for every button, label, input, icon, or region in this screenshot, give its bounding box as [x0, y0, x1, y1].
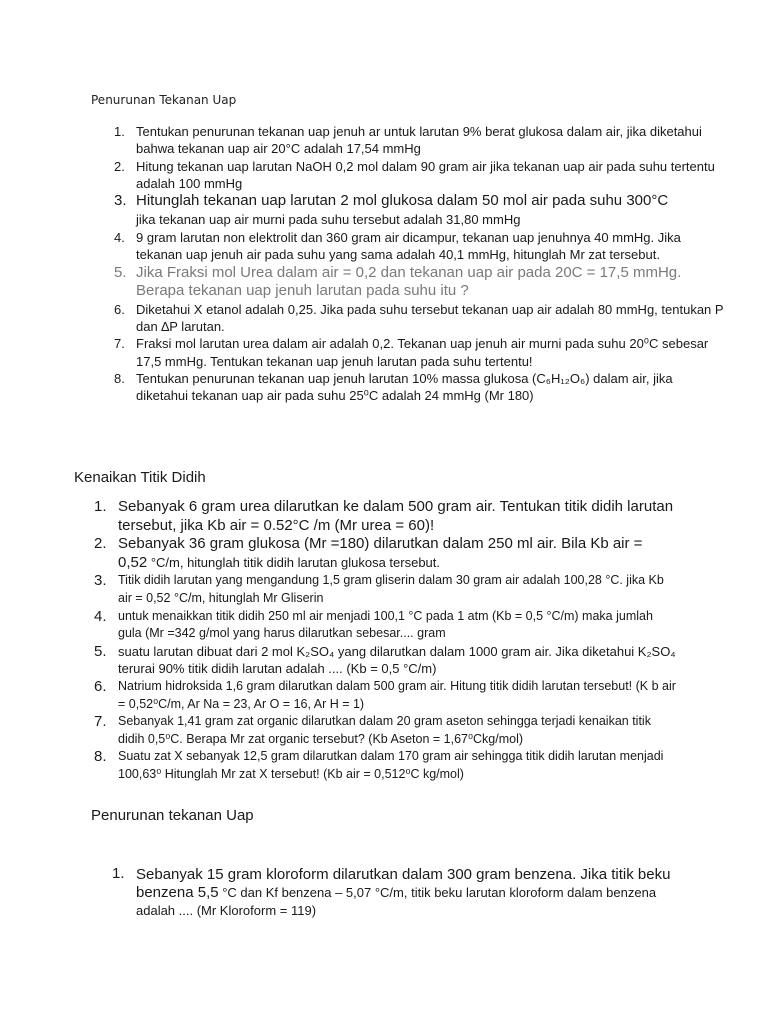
- item-number: 5.: [94, 642, 107, 660]
- item-text: Tentukan penurunan tekanan uap jenuh ar untuk larutan 9% berat glukosa dalam air, jika diketahui bahwa tekanan uap air 20°C adalah 17,54 mmHg: [136, 124, 702, 157]
- list-item: [114, 370, 726, 405]
- item-text-continuation: °C dan Kf benzena – 5,07 °C/m, titik beku larutan kloroform dalam benzena adalah .... (Mr Kloroform = 119): [136, 885, 657, 918]
- item-number: 1.: [114, 124, 125, 139]
- item-text: untuk menaikkan titik didih 250 ml air menjadi 100,1 °C pada 1 atm (Kb = 0,5 °C/m) maka jumlah gula (Mr =342 g/mol yang harus dilarutkan sebesar.... gram: [118, 608, 653, 641]
- list-item: [94, 748, 678, 783]
- list-item: [114, 192, 726, 229]
- item-text: Suatu zat X sebanyak 12,5 gram dilarutkan dalam 170 gram air sehingga titik didih larutan menjadi 100,63⁰ Hitunglah Mr zat X tersebut! (Kb air = 0,512⁰C kg/mol): [118, 749, 664, 781]
- section-heading-vapor-pressure: Penurunan Tekanan Uap: [91, 93, 237, 107]
- item-number: 7.: [114, 336, 125, 352]
- item-text: Tentukan penurunan tekanan uap jenuh larutan 10% massa glukosa (C₆H₁₂O₆) dalam air, jika diketahui tekanan uap air pada suhu 25⁰C adalah 24 mmHg (Mr 180): [136, 370, 673, 404]
- boiling-point-question-list: [94, 498, 678, 784]
- list-item: [94, 498, 678, 535]
- item-text: Sebanyak 36 gram glukosa (Mr =180) dilarutkan dalam 250 ml air. Bila Kb air =: [118, 535, 643, 553]
- item-number: 6.: [94, 677, 107, 695]
- item-text: suatu larutan dibuat dari 2 mol K₂SO₄ yang dilarutkan dalam 1000 gram air. Jika diketahui K₂SO₄ terurai 90% titik didih larutan adalah .... (Kb = 0,5 °C/m): [118, 643, 676, 677]
- list-item: [94, 572, 678, 607]
- list-item: [114, 301, 726, 336]
- item-text: Natrium hidroksida 1,6 gram dilarutkan dalam 500 gram air. Hitung titik didih larutan tersebut! (K b air = 0,52⁰C/m, Ar Na = 23, Ar O = 16, Ar H = 1): [118, 678, 676, 711]
- item-number: 8.: [114, 370, 125, 386]
- item-text: Sebanyak 15 gram kloroform dilarutkan dalam 300 gram benzena. Jika titik beku: [136, 866, 671, 883]
- section-heading-vapor-pressure-2: Penurunan tekanan Uap: [91, 807, 254, 824]
- list-item: [114, 123, 726, 158]
- item-text-value: 0,52: [118, 553, 148, 571]
- item-number: 5.: [114, 263, 127, 281]
- item-number: 1.: [112, 865, 125, 882]
- item-number: 1.: [94, 498, 107, 515]
- item-number: 4.: [94, 607, 107, 625]
- item-text: Sebanyak 6 gram urea dilarutkan ke dalam 500 gram air. Tentukan titik didih larutan tersebut, jika Kb air = 0.52°C /m (Mr urea = 60)!: [118, 498, 674, 534]
- list-item: [94, 535, 678, 572]
- item-number: 8.: [94, 748, 107, 766]
- item-text: Titik didih larutan yang mengandung 1,5 gram gliserin dalam 30 gram air adalah 100,28 °C. jika Kb air = 0,52 °C/m, hitunglah Mr Gliserin: [118, 573, 664, 605]
- item-text: 9 gram larutan non elektrolit dan 360 gram air dicampur, tekanan uap jenuhnya 40 mmHg. Jika tekanan uap jenuh air pada suhu yang sama adalah 40,1 mmHg, hitunglah Mr zat tersebut.: [136, 230, 681, 263]
- item-number: 3.: [94, 572, 107, 590]
- list-item: [94, 607, 678, 643]
- list-item: [114, 335, 726, 370]
- item-text-continuation: jika tekanan uap air murni pada suhu tersebut adalah 31,80 mmHg: [136, 211, 521, 227]
- item-number: 7.: [94, 713, 107, 731]
- freezing-point-question-list: [112, 865, 696, 919]
- list-item: [112, 865, 696, 919]
- list-item: [94, 713, 678, 748]
- item-number: 2.: [94, 535, 107, 553]
- list-item: [94, 677, 678, 713]
- item-text: Jika Fraksi mol Urea dalam air = 0,2 dan tekanan uap air pada 20C = 17,5 mmHg. Berapa tekanan uap jenuh larutan pada suhu itu ?: [136, 263, 682, 300]
- item-text-continuation: °C/m, hitunglah titik didih larutan glukosa tersebut.: [147, 554, 441, 570]
- item-number: 6.: [114, 301, 125, 317]
- item-text: Hitunglah tekanan uap larutan 2 mol glukosa dalam 50 mol air pada suhu 300°C: [136, 192, 669, 210]
- item-number: 2.: [114, 158, 125, 174]
- list-item: [114, 158, 726, 193]
- list-item: [94, 642, 678, 678]
- item-text: Fraksi mol larutan urea dalam air adalah 0,2. Tekanan uap jenuh air murni pada suhu 20⁰C sebesar 17,5 mmHg. Tentukan tekanan uap jenuh larutan pada suhu tertentu!: [136, 336, 709, 369]
- section-heading-boiling-point: Kenaikan Titik Didih: [74, 469, 206, 486]
- vapor-pressure-question-list: [114, 123, 726, 405]
- item-text: Diketahui X etanol adalah 0,25. Jika pada suhu tersebut tekanan uap air adalah 80 mmHg, tentukan P dan ∆P larutan.: [136, 301, 724, 335]
- item-text: Sebanyak 1,41 gram zat organic dilarutkan dalam 20 gram aseton sehingga terjadi kenaikan titik didih 0,5⁰C. Berapa Mr zat organic tersebut? (Kb Aseton = 1,67⁰Ckg/mol): [118, 714, 651, 746]
- item-number: 4.: [114, 230, 125, 246]
- list-item: [114, 229, 726, 264]
- item-text-value: benzena 5,5: [136, 884, 219, 901]
- list-item: [114, 263, 726, 301]
- item-number: 3.: [114, 192, 127, 210]
- item-text: Hitung tekanan uap larutan NaOH 0,2 mol dalam 90 gram air jika tekanan uap air pada suhu tertentu adalah 100 mmHg: [136, 158, 715, 191]
